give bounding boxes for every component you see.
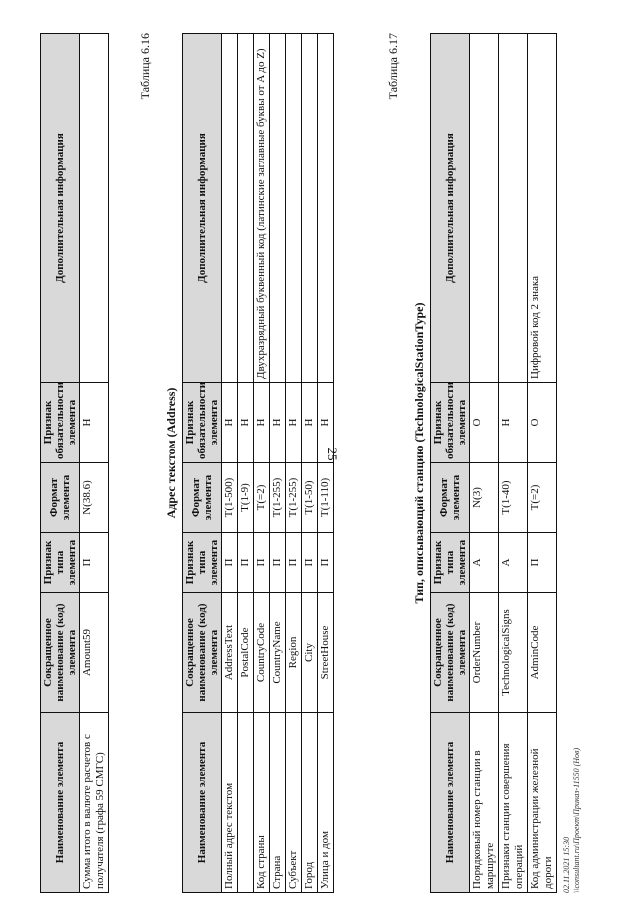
cell: Страна: [270, 712, 286, 892]
header-cell: Признак типа элемента: [41, 532, 80, 592]
table-address: [182, 33, 334, 893]
header-cell: Наименование элемента: [41, 712, 80, 892]
cell: T(1-50): [302, 462, 318, 532]
table-616-block: [182, 33, 334, 893]
header-cell: Наименование элемента: [183, 712, 222, 892]
cell: Двухразрядный буквенный код (латинские заглавные буквы от A до Z): [254, 33, 270, 382]
header-cell: Признак типа элемента: [183, 532, 222, 592]
cell: N(38.6): [80, 462, 109, 532]
cell: Полный адрес текстом: [222, 712, 238, 892]
cell: П: [286, 532, 302, 592]
cell: OrderNumber: [470, 592, 499, 712]
cell: T(=2): [254, 462, 270, 532]
footer-date: 02.11.2021 15:30: [562, 836, 571, 893]
cell: П: [238, 532, 254, 592]
cell: П: [254, 532, 270, 592]
table-row: [470, 33, 499, 892]
header-row: [41, 33, 80, 892]
header-cell: Признак типа элемента: [431, 532, 470, 592]
cell: [238, 712, 254, 892]
cell: А: [470, 532, 499, 592]
cell: [222, 33, 238, 382]
cell: Н: [286, 382, 302, 462]
cell: П: [528, 532, 557, 592]
table-row: [80, 33, 109, 892]
table-row: [499, 33, 528, 892]
cell: Н: [222, 382, 238, 462]
header-cell: Дополнительная информация: [41, 33, 80, 382]
cell: CountryCode: [254, 592, 270, 712]
cell: Н: [302, 382, 318, 462]
header-cell: Сокращенное наименование (код) элемента: [41, 592, 80, 712]
header-row: [183, 33, 222, 892]
header-cell: Наименование элемента: [431, 712, 470, 892]
table-row: [528, 33, 557, 892]
cell: Н: [499, 382, 528, 462]
cell: T(1-110): [318, 462, 334, 532]
cell: T(1-255): [270, 462, 286, 532]
table-title: Адрес текстом (Address): [164, 387, 178, 518]
cell: [318, 33, 334, 382]
cell: Порядковый номер станции в маршруте: [470, 712, 499, 892]
cell: Улица и дом: [318, 712, 334, 892]
cell: T(1-255): [286, 462, 302, 532]
table-label: Таблица 6.17: [386, 32, 400, 99]
cell: T(=2): [528, 462, 557, 532]
cell: [80, 33, 109, 382]
cell: Н: [80, 382, 109, 462]
table-title: Тип, описывающий станцию (TechnologicalStationType): [412, 302, 426, 603]
header-cell: Признак обязательности элемента: [41, 382, 80, 462]
cell: Н: [238, 382, 254, 462]
header-row: [431, 33, 470, 892]
cell: Код администрации железной дороги: [528, 712, 557, 892]
cell: Цифровой код 2 знака: [528, 33, 557, 382]
cell: T(1-9): [238, 462, 254, 532]
cell: А: [499, 532, 528, 592]
table-617-block: [430, 33, 557, 893]
cell: Код страны: [254, 712, 270, 892]
cell: [270, 33, 286, 382]
table-continuation: [40, 33, 109, 893]
cell: Н: [270, 382, 286, 462]
table-row: [302, 33, 318, 892]
footer-stamp: [562, 747, 582, 892]
cell: City: [302, 592, 318, 712]
cell: N(3): [470, 462, 499, 532]
header-cell: Сокращенное наименование (код) элемента: [431, 592, 470, 712]
cell: П: [302, 532, 318, 592]
header-cell: Дополнительная информация: [183, 33, 222, 382]
cell: Н: [318, 382, 334, 462]
header-cell: Формат элемента: [431, 462, 470, 532]
rotated-document: [40, 13, 600, 893]
cell: Region: [286, 592, 302, 712]
cell: Н: [254, 382, 270, 462]
table-station: [430, 33, 557, 893]
cell: CountryName: [270, 592, 286, 712]
table-row: [318, 33, 334, 892]
cell: П: [80, 532, 109, 592]
table-row: [286, 33, 302, 892]
header-cell: Формат элемента: [41, 462, 80, 532]
footer-path: \\consultant.ru\Проект\Приказ-11550 (Нов): [572, 747, 581, 893]
cell: Признаки станции совершения операций: [499, 712, 528, 892]
cell: Amount59: [80, 592, 109, 712]
header-cell: Сокращенное наименование (код) элемента: [183, 592, 222, 712]
cell: AdminCode: [528, 592, 557, 712]
header-cell: Признак обязательности элемента: [183, 382, 222, 462]
cell: [499, 33, 528, 382]
cell: П: [318, 532, 334, 592]
cell: AddressText: [222, 592, 238, 712]
table-top-block: [40, 33, 109, 893]
cell: PostalCode: [238, 592, 254, 712]
cell: П: [222, 532, 238, 592]
cell: TechnologicalSigns: [499, 592, 528, 712]
cell: [470, 33, 499, 382]
cell: О: [470, 382, 499, 462]
table-row: [270, 33, 286, 892]
table-row: [238, 33, 254, 892]
header-cell: Признак обязательности элемента: [431, 382, 470, 462]
cell: Субъект: [286, 712, 302, 892]
cell: [238, 33, 254, 382]
cell: Город: [302, 712, 318, 892]
header-cell: Формат элемента: [183, 462, 222, 532]
table-label: Таблица 6.16: [138, 32, 152, 99]
page-number: 25: [325, 447, 340, 461]
cell: T(1-500): [222, 462, 238, 532]
cell: T(1-40): [499, 462, 528, 532]
cell: О: [528, 382, 557, 462]
cell: П: [270, 532, 286, 592]
cell: [302, 33, 318, 382]
cell: [286, 33, 302, 382]
cell: StreetHouse: [318, 592, 334, 712]
table-row: [254, 33, 270, 892]
cell: Сумма итого в валюте расчетов с получателя (графа 59 СМГС): [80, 712, 109, 892]
header-cell: Дополнительная информация: [431, 33, 470, 382]
table-row: [222, 33, 238, 892]
